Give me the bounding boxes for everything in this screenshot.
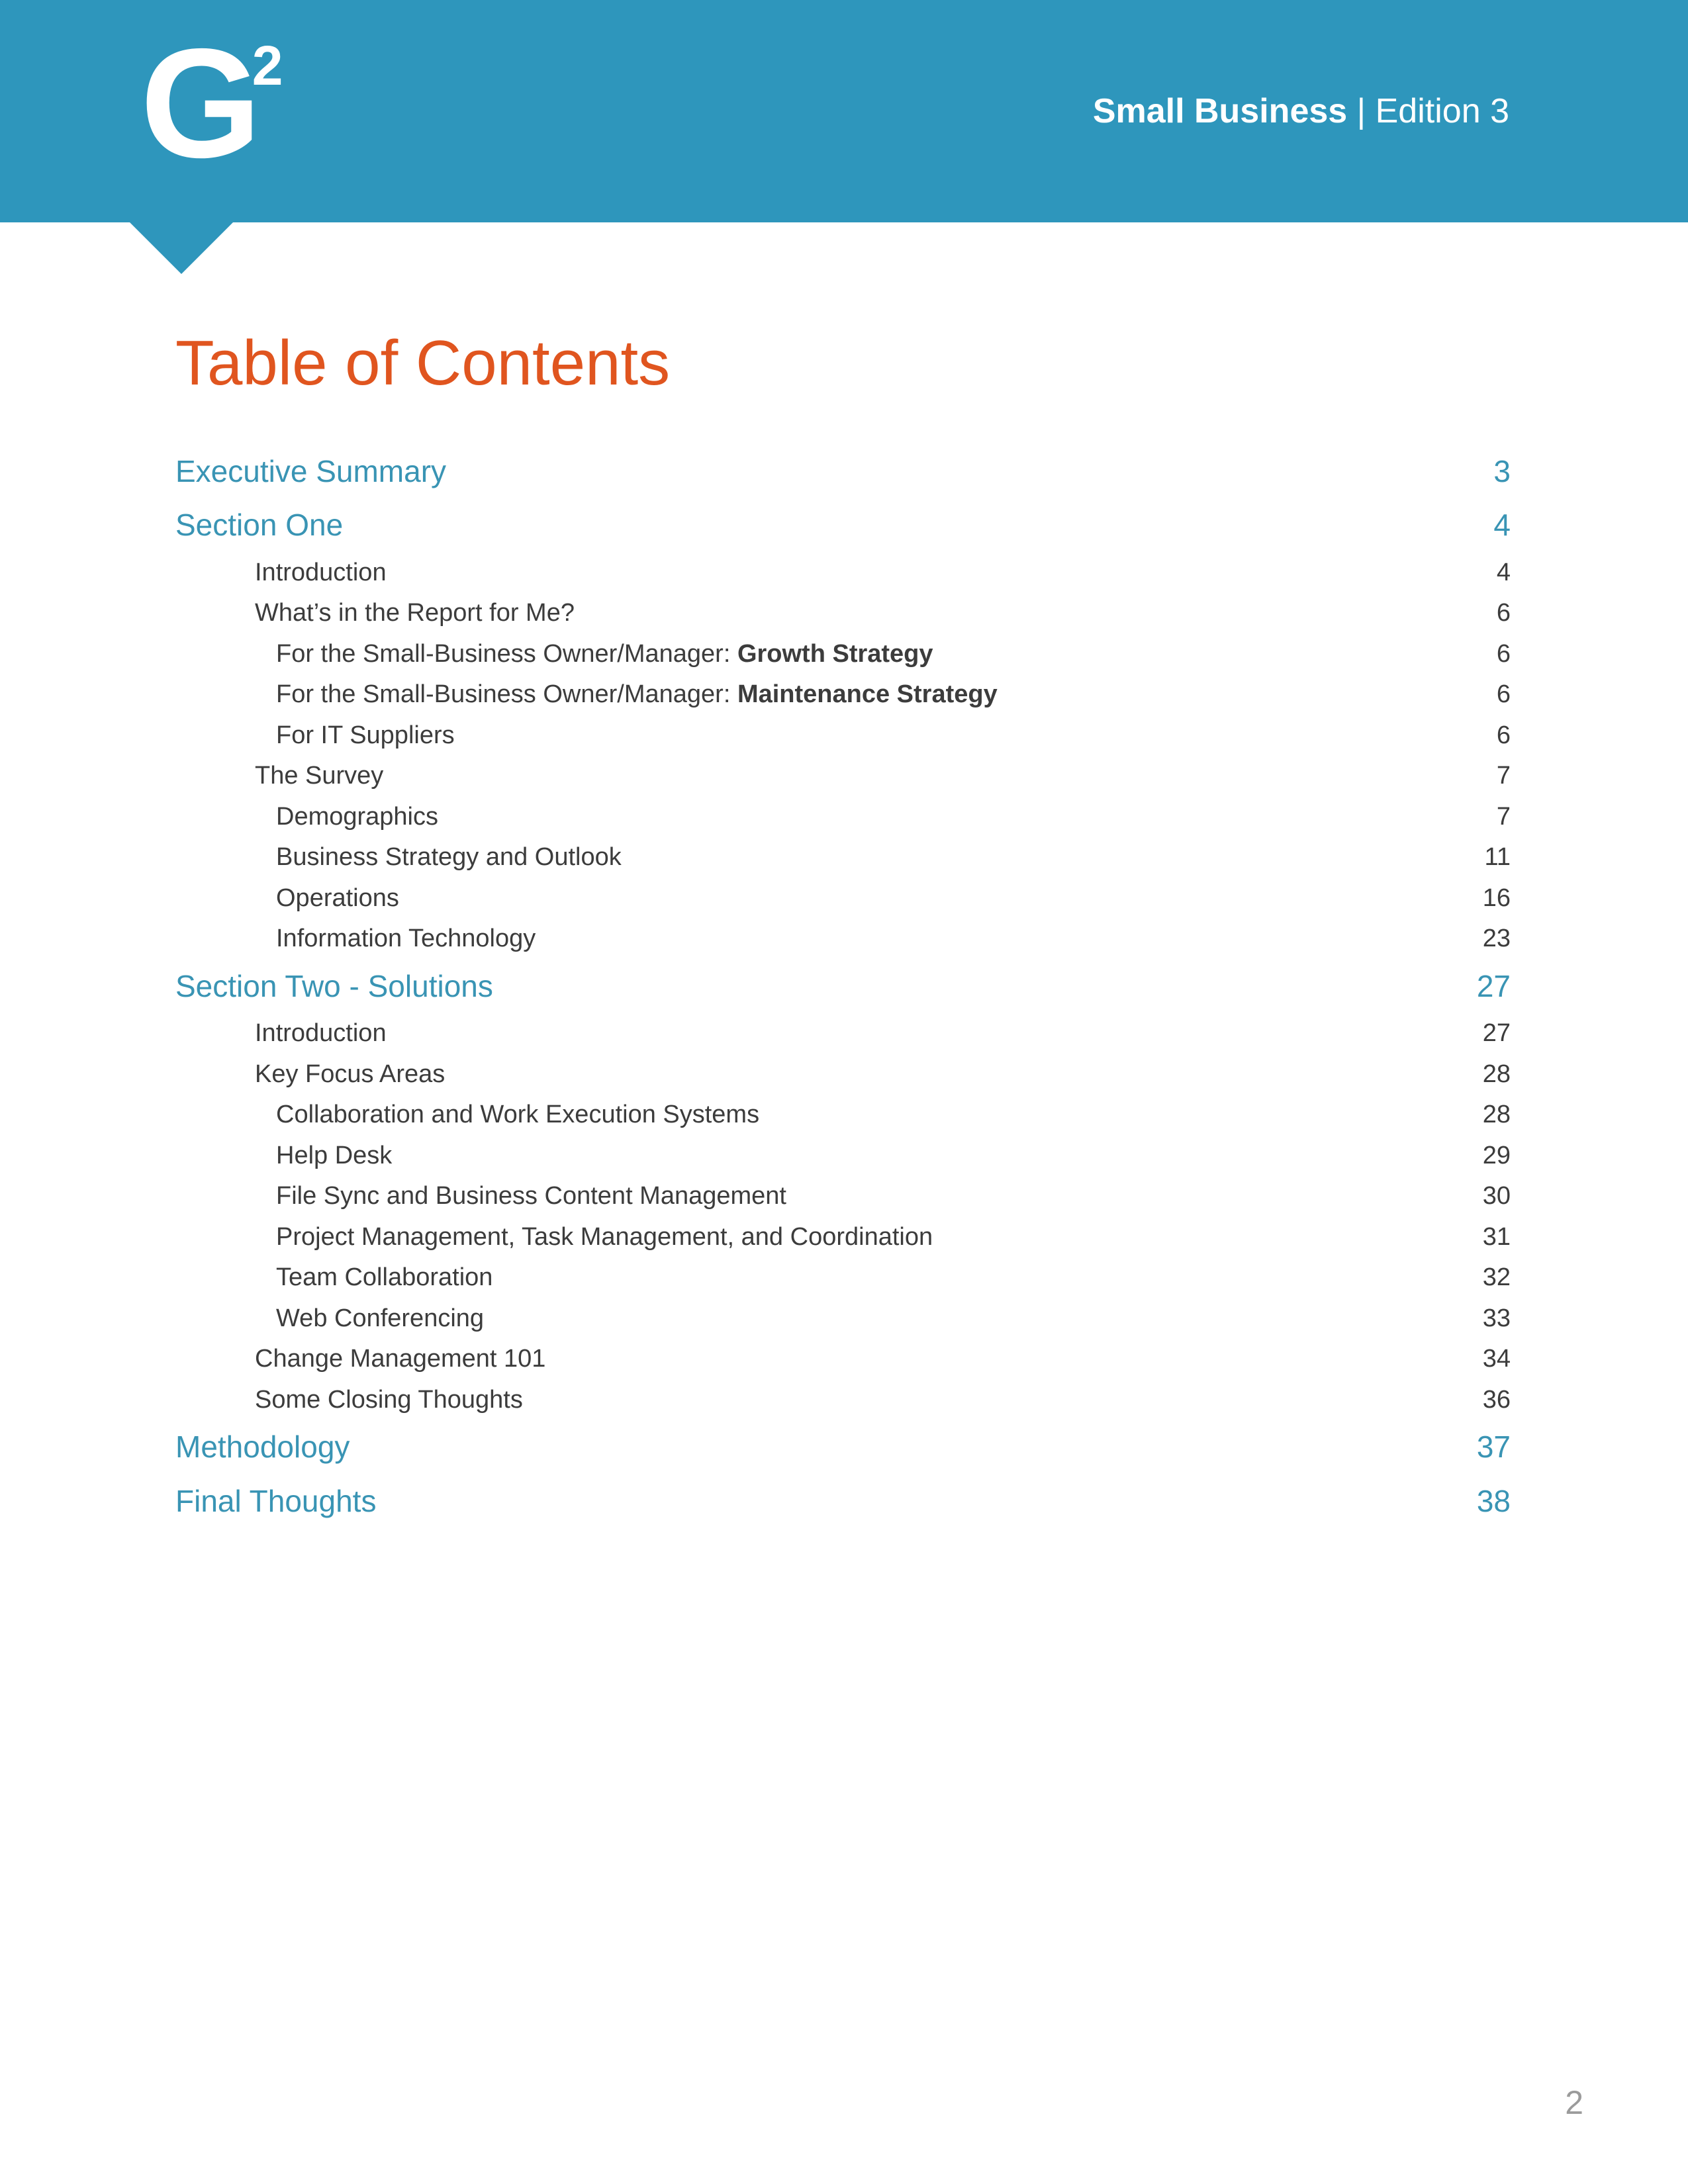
page-number: 2 — [1565, 2084, 1583, 2121]
toc-entry-label — [276, 883, 399, 915]
logo-superscript: 2 — [252, 34, 283, 97]
toc-entry-text: Web Conferencing — [276, 1304, 485, 1332]
toc-entry-page: 31 — [1482, 1222, 1511, 1251]
toc-entry-text: Methodology — [175, 1430, 350, 1465]
toc-entry-label — [255, 1343, 545, 1375]
toc-row[interactable] — [175, 634, 1511, 675]
toc-row[interactable] — [175, 445, 1511, 499]
toc-entry-label — [255, 760, 383, 792]
toc-entry-label — [276, 1099, 759, 1131]
toc-entry-label — [255, 598, 575, 629]
toc-entry-text: Operations — [276, 884, 399, 912]
toc-entry-text: File Sync and Business Content Management — [276, 1182, 786, 1210]
toc-entry-text-bold: Growth Strategy — [737, 639, 933, 668]
toc-entry-text: Team Collaboration — [276, 1263, 493, 1292]
banner-pointer — [130, 222, 233, 274]
toc-entry-label — [175, 1428, 350, 1467]
toc-entry-label — [276, 679, 998, 711]
g2-logo — [140, 16, 293, 190]
toc-row[interactable] — [175, 1380, 1511, 1421]
toc-row[interactable] — [175, 1257, 1511, 1298]
toc-entry-text: For the Small-Business Owner/Manager: — [276, 639, 737, 668]
toc-entry-text: Help Desk — [276, 1141, 393, 1169]
toc-entry-text: Key Focus Areas — [255, 1060, 445, 1088]
toc-entry-page: 37 — [1476, 1430, 1511, 1465]
toc-entry-text: The Survey — [255, 762, 384, 790]
toc-entry-label — [175, 968, 493, 1006]
toc-entry-label — [276, 1262, 492, 1294]
toc-row[interactable] — [175, 1095, 1511, 1136]
toc-entry-text: For the Small-Business Owner/Manager: — [276, 680, 737, 709]
toc-row[interactable] — [175, 674, 1511, 715]
toc-entry-page: 7 — [1496, 762, 1511, 790]
toc-entry-label — [276, 1181, 786, 1212]
toc-entry-text: Some Closing Thoughts — [255, 1385, 523, 1414]
toc-row[interactable] — [175, 960, 1511, 1014]
table-of-contents — [175, 445, 1511, 1529]
toc-entry-page: 7 — [1496, 802, 1511, 831]
toc-entry-text: Information Technology — [276, 925, 536, 953]
toc-entry-text: Introduction — [255, 558, 387, 586]
toc-entry-text: Business Strategy and Outlook — [276, 843, 622, 872]
header-banner — [0, 0, 1688, 222]
toc-entry-label — [255, 1385, 523, 1416]
toc-entry-text: Executive Summary — [175, 453, 447, 488]
logo-letter: G — [140, 16, 261, 190]
toc-row[interactable] — [175, 837, 1511, 878]
toc-entry-text: Change Management 101 — [255, 1345, 546, 1373]
toc-row[interactable] — [175, 878, 1511, 919]
toc-row[interactable] — [175, 756, 1511, 797]
toc-entry-text: What’s in the Report for Me? — [255, 599, 575, 627]
toc-entry-page: 23 — [1482, 925, 1511, 953]
toc-entry-page: 32 — [1482, 1263, 1511, 1292]
toc-entry-page: 6 — [1496, 599, 1511, 627]
content-area — [0, 328, 1688, 1528]
toc-entry-page: 4 — [1496, 558, 1511, 586]
toc-entry-label — [255, 1018, 387, 1050]
toc-entry-page: 4 — [1493, 508, 1511, 543]
toc-entry-page: 27 — [1476, 968, 1511, 1003]
toc-entry-page: 11 — [1484, 843, 1511, 872]
toc-entry-page: 6 — [1496, 639, 1511, 668]
toc-entry-text: Demographics — [276, 802, 438, 831]
toc-entry-label — [276, 1303, 484, 1335]
report-title-separator: | — [1356, 92, 1366, 130]
toc-entry-page: 30 — [1482, 1182, 1511, 1210]
report-title-edition: Edition 3 — [1375, 92, 1509, 130]
toc-entry-label — [276, 639, 933, 670]
toc-row[interactable] — [175, 1013, 1511, 1054]
toc-entry-label — [276, 923, 536, 955]
report-title-name: Small Business — [1092, 92, 1348, 130]
toc-entry-label — [276, 720, 455, 752]
toc-row[interactable] — [175, 1217, 1511, 1258]
toc-row[interactable] — [175, 797, 1511, 838]
toc-entry-page: 6 — [1496, 680, 1511, 709]
toc-entry-page: 38 — [1476, 1483, 1511, 1518]
toc-entry-text: Section Two - Solutions — [175, 968, 493, 1003]
toc-entry-label — [175, 1482, 376, 1521]
toc-row[interactable] — [175, 1475, 1511, 1529]
toc-entry-page: 28 — [1482, 1060, 1511, 1088]
toc-entry-text-bold: Maintenance Strategy — [737, 680, 998, 709]
toc-entry-text: For IT Suppliers — [276, 721, 455, 749]
toc-row[interactable] — [175, 1298, 1511, 1340]
toc-entry-page: 27 — [1482, 1019, 1511, 1048]
toc-entry-label — [276, 1140, 392, 1172]
toc-entry-text: Collaboration and Work Execution Systems — [276, 1101, 760, 1129]
toc-entry-page: 6 — [1496, 721, 1511, 749]
toc-entry-page: 34 — [1482, 1345, 1511, 1373]
toc-entry-page: 36 — [1482, 1385, 1511, 1414]
toc-row[interactable] — [175, 553, 1511, 594]
toc-row[interactable] — [175, 919, 1511, 960]
toc-row[interactable] — [175, 593, 1511, 634]
toc-row[interactable] — [175, 715, 1511, 756]
toc-row[interactable] — [175, 1136, 1511, 1177]
toc-row[interactable] — [175, 1176, 1511, 1217]
toc-entry-page: 28 — [1482, 1101, 1511, 1129]
toc-entry-label — [175, 453, 446, 491]
toc-row[interactable] — [175, 1420, 1511, 1475]
toc-entry-page: 33 — [1482, 1304, 1511, 1332]
toc-entry-page: 16 — [1482, 884, 1511, 912]
toc-entry-text: Introduction — [255, 1019, 387, 1048]
toc-entry-label — [255, 1059, 445, 1091]
toc-row[interactable] — [175, 1054, 1511, 1095]
report-title — [1093, 91, 1509, 131]
toc-entry-label — [255, 557, 387, 589]
toc-entry-label — [276, 842, 622, 874]
toc-row[interactable] — [175, 1339, 1511, 1380]
toc-entry-page: 29 — [1482, 1141, 1511, 1169]
toc-entry-label — [175, 506, 343, 545]
toc-row[interactable] — [175, 498, 1511, 553]
toc-entry-text: Section One — [175, 508, 344, 543]
toc-entry-label — [276, 1222, 933, 1253]
toc-entry-text: Project Management, Task Management, and Coordination — [276, 1222, 933, 1251]
toc-entry-text: Final Thoughts — [175, 1483, 377, 1518]
toc-entry-page: 3 — [1493, 453, 1511, 488]
toc-entry-label — [276, 801, 438, 833]
page-title: Table of Contents — [175, 328, 671, 398]
